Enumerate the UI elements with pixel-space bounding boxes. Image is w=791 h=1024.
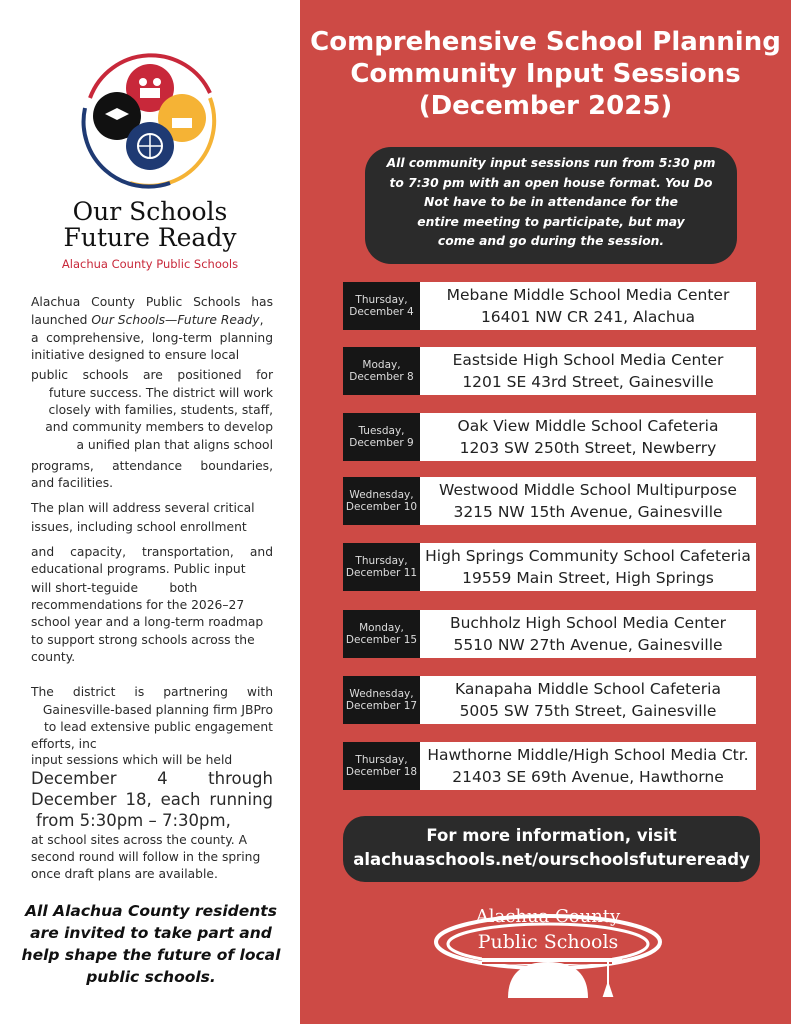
session-format-notice (365, 147, 737, 264)
session-date (343, 676, 420, 724)
district-logo (428, 900, 668, 1000)
body-line: at school sites across the county. A (31, 833, 247, 847)
session-location (420, 610, 756, 658)
body-line: launched Our Schools—Future Ready, (31, 313, 264, 327)
location-address: 5005 SW 75th Street, Gainesville (459, 702, 717, 720)
body-line: December 18, each running (31, 790, 273, 809)
session-date-text: December 8 (349, 371, 414, 383)
body-line: future success. The district will work (48, 386, 273, 400)
session-date (343, 477, 420, 525)
session-row (343, 477, 756, 525)
notice-line: to 7:30 pm with an open house format. You Do (389, 175, 713, 190)
title-line: Comprehensive School Planning (310, 27, 781, 57)
notice-line: entire meeting to participate, but may (417, 214, 685, 229)
session-date-text: December 4 (349, 306, 414, 318)
body-line: and facilities. (31, 476, 114, 490)
logo-line-1: Our Schools (72, 197, 228, 226)
body-line: school year and a long-term roadmap (31, 615, 264, 629)
location-name: Kanapaha Middle School Cafeteria (455, 680, 721, 698)
session-row (343, 742, 756, 790)
body-line: The district is partnering with (31, 685, 273, 699)
body-line: Gainesville-based planning firm JBPro (42, 703, 273, 717)
location-name: Eastside High School Media Center (452, 351, 724, 369)
body-line (31, 581, 273, 596)
location-name: Mebane Middle School Media Center (446, 286, 730, 304)
session-date (343, 610, 420, 658)
session-row (343, 543, 756, 591)
notice-line: Not have to be in attendance for the (424, 195, 678, 209)
body-line: from 5:30pm – 7:30pm, (36, 811, 231, 830)
body-line: closely with families, students, staff, (48, 403, 273, 417)
closing-invitation: All Alachua County residents are invited to take part and help shape the future of local public schools. (21, 902, 281, 986)
session-row (343, 413, 756, 461)
location-address: 1203 SW 250th Street, Newberry (459, 439, 717, 457)
body-line: a unified plan that aligns school (76, 438, 273, 452)
session-day: Moday, (362, 359, 401, 371)
session-location (420, 282, 756, 330)
info-text: For more information, visit (426, 826, 677, 845)
body-line: and community members to develop (45, 420, 273, 434)
body-line: The plan will address several critical (31, 501, 255, 515)
session-location (420, 676, 756, 724)
location-name: Oak View Middle School Cafeteria (457, 417, 719, 435)
session-day: Wednesday, (349, 489, 414, 501)
logo-subtitle: Alachua County Public Schools (61, 257, 239, 271)
session-location (420, 742, 756, 790)
district-logo-line-2: Public Schools (477, 931, 619, 953)
session-date-text: December 11 (345, 567, 418, 579)
body-fragment: will (31, 581, 52, 595)
body-line: a comprehensive, long-term planning (31, 331, 273, 345)
location-name: Hawthorne Middle/High School Media Ctr. (427, 746, 749, 764)
body-line: to lead extensive public engagement (43, 720, 273, 734)
session-location (420, 543, 756, 591)
body-line: county. (31, 650, 76, 664)
location-address: 3215 NW 15th Avenue, Gainesville (453, 503, 723, 521)
session-day: Wednesday, (349, 688, 414, 700)
body-line: December 4 through (31, 769, 273, 788)
session-date-text: December 17 (345, 700, 418, 712)
body-line: public schools are positioned for (31, 368, 273, 382)
session-date-text: December 18 (345, 766, 418, 778)
body-fragment: short-teguide both (55, 581, 198, 595)
body-line: issues, including school enrollment (31, 520, 247, 534)
session-date-text: December 9 (349, 437, 414, 449)
session-date (343, 282, 420, 330)
body-line: to support strong schools across the (31, 633, 255, 647)
body-line: second round will follow in the spring (31, 850, 261, 864)
body-line: recommendations for the 2026–27 (31, 598, 245, 612)
session-day: Thursday, (355, 555, 408, 567)
session-date (343, 543, 420, 591)
body-line: efforts, inc (31, 737, 97, 751)
session-row (343, 610, 756, 658)
session-row (343, 676, 756, 724)
page-title (300, 26, 791, 122)
location-name: Westwood Middle School Multipurpose (439, 481, 737, 499)
location-address: 1201 SE 43rd Street, Gainesville (462, 373, 714, 391)
session-date (343, 742, 420, 790)
info-url-link[interactable]: alachuaschools.net/ourschoolsfutureready (353, 850, 750, 869)
session-day: Thursday, (355, 754, 408, 766)
logo-line-2: Future Ready (63, 223, 237, 252)
body-line: initiative designed to ensure local (31, 348, 240, 362)
session-location (420, 413, 756, 461)
session-date-text: December 15 (345, 634, 418, 646)
session-row (343, 347, 756, 395)
body-line: programs, attendance boundaries, (31, 459, 273, 473)
body-line: Alachua County Public Schools has (31, 295, 273, 309)
session-day: Thursday, (355, 294, 408, 306)
session-date-text: December 10 (345, 501, 418, 513)
our-schools-logo (70, 38, 230, 198)
location-address: 19559 Main Street, High Springs (462, 569, 714, 587)
location-name: Buchholz High School Media Center (449, 614, 727, 632)
location-address: 16401 NW CR 241, Alachua (480, 308, 696, 326)
body-line: input sessions which will be held (31, 753, 233, 767)
location-address: 21403 SE 69th Avenue, Hawthorne (452, 768, 724, 786)
notice-line: come and go during the session. (437, 234, 665, 248)
session-row (343, 282, 756, 330)
body-line: and capacity, transportation, and (31, 545, 273, 559)
body-line: once draft plans are available. (31, 867, 218, 881)
session-day: Monday, (359, 622, 404, 634)
body-line: educational programs. Public input (31, 562, 246, 576)
title-line: (December 2025) (418, 91, 673, 121)
more-info-box (343, 816, 760, 882)
session-date (343, 413, 420, 461)
district-logo-line-1: Alachua County (475, 906, 621, 927)
location-name: High Springs Community School Cafeteria (425, 547, 751, 565)
session-location (420, 477, 756, 525)
left-column (0, 0, 300, 1024)
title-line: Community Input Sessions (350, 59, 741, 89)
notice-line: All community input sessions run from 5:30 pm (386, 156, 716, 170)
session-day: Tuesday, (358, 425, 405, 437)
session-date (343, 347, 420, 395)
session-location (420, 347, 756, 395)
location-address: 5510 NW 27th Avenue, Gainesville (453, 636, 723, 654)
